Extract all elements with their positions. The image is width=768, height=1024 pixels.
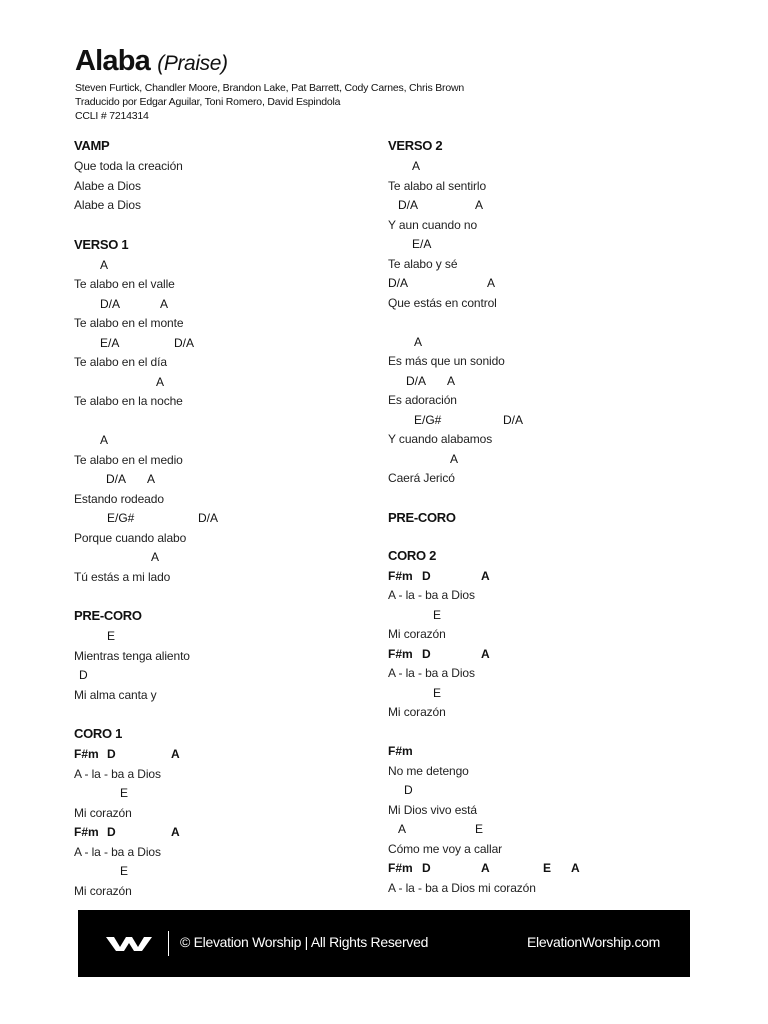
chord: A xyxy=(100,257,109,272)
song-subtitle: (Praise) xyxy=(157,52,228,75)
song-section xyxy=(74,137,374,216)
lyric-line: Que estás en control xyxy=(388,295,497,310)
chord: F#m xyxy=(74,747,99,761)
chord: A xyxy=(156,374,165,389)
section-title: PRE-CORO xyxy=(74,608,142,623)
lyric-line: Mi corazón xyxy=(388,627,446,641)
chord: A xyxy=(160,296,169,311)
song-section xyxy=(74,725,374,901)
chord: A xyxy=(100,433,109,447)
chord: D/A xyxy=(198,511,219,525)
lyric-line: Te alabo al sentirlo xyxy=(388,178,487,193)
chord: D xyxy=(79,668,88,682)
chord: A xyxy=(398,822,407,836)
chord: E xyxy=(543,861,552,875)
lyric-line: Cómo me voy a callar xyxy=(388,841,503,856)
song-authors: Steven Furtick, Chandler Moore, Brandon Lake, Pat Barrett, Cody Carnes, Chris Brown xyxy=(75,82,464,94)
song-section xyxy=(74,607,374,705)
chord: D/A xyxy=(100,296,121,311)
lyric-line: A - la - ba a Dios xyxy=(388,666,475,680)
lyric-line: Tú estás a mi lado xyxy=(74,569,171,584)
chord-row xyxy=(74,548,374,568)
lyric-line: Mi corazón xyxy=(74,805,132,820)
chord: A xyxy=(447,373,456,388)
lyric-line: Te alabo en la noche xyxy=(74,394,183,408)
footer-bar xyxy=(78,910,690,977)
chord: A xyxy=(475,198,484,212)
chord: A xyxy=(151,550,160,564)
chord-row xyxy=(388,742,688,762)
chord: E xyxy=(433,607,442,622)
song-section xyxy=(74,236,374,588)
lyric-line: Y cuando alabamos xyxy=(388,432,493,446)
section-title: CORO 2 xyxy=(388,547,437,563)
left-column xyxy=(74,137,374,921)
chord: D/A xyxy=(174,335,195,350)
chord-row xyxy=(388,372,688,392)
chord-row xyxy=(388,333,688,353)
chord: A xyxy=(414,334,423,349)
chord-row xyxy=(74,784,374,804)
chord: A xyxy=(147,472,156,486)
chord-row xyxy=(388,820,688,840)
chord: F#m xyxy=(388,646,413,661)
song-section xyxy=(388,509,688,527)
chord: E xyxy=(107,629,116,643)
lyric-line: Estando rodeado xyxy=(74,491,164,506)
chord: E/A xyxy=(412,237,432,251)
lyric-line: Mi alma canta y xyxy=(74,687,157,702)
chord: A xyxy=(487,276,496,290)
song-title: Alaba xyxy=(75,45,150,77)
chord: A xyxy=(412,159,421,173)
elevation-logo-icon xyxy=(106,934,156,957)
chord-row xyxy=(74,470,374,490)
chord-row xyxy=(388,781,688,801)
lyric-line: A - la - ba a Dios xyxy=(74,766,161,781)
chord: A xyxy=(481,861,490,875)
lyric-line: Te alabo en el monte xyxy=(74,316,184,330)
chord: F#m xyxy=(388,744,413,758)
section-title: VAMP xyxy=(74,138,110,153)
lyric-line: Es más que un sonido xyxy=(388,354,505,368)
chord-row xyxy=(74,627,374,647)
chord: E xyxy=(475,822,484,836)
section-title: PRE-CORO xyxy=(388,509,456,525)
lyric-line: Alabe a Dios xyxy=(74,178,141,193)
chord-row xyxy=(388,411,688,431)
right-column xyxy=(388,137,688,918)
chord: E/G# xyxy=(107,511,135,525)
chord: D xyxy=(422,568,431,583)
chord: D/A xyxy=(388,276,409,290)
lyric-line: Te alabo en el valle xyxy=(74,277,175,291)
chord-row xyxy=(388,684,688,704)
lyric-line: Es adoración xyxy=(388,393,457,407)
chord: F#m xyxy=(74,825,99,839)
chord: D xyxy=(422,646,431,661)
chord: D xyxy=(107,747,116,761)
chord: D xyxy=(422,861,431,875)
chord: A xyxy=(171,825,180,839)
chord-row xyxy=(74,373,374,393)
chord: A xyxy=(481,646,490,661)
lyric-line: Porque cuando alabo xyxy=(74,530,187,545)
lyric-line: Y aun cuando no xyxy=(388,217,478,232)
lyric-line: Mi corazón xyxy=(74,883,132,898)
section-title: VERSO 1 xyxy=(74,236,129,252)
chord: E/A xyxy=(100,335,120,350)
chord-row xyxy=(388,645,688,665)
section-title: CORO 1 xyxy=(74,726,123,741)
chord-row xyxy=(74,666,374,686)
chord-row xyxy=(74,862,374,882)
lyric-line: Te alabo en el día xyxy=(74,355,167,369)
copyright-text: © Elevation Worship | All Rights Reserved xyxy=(180,934,429,950)
chord: A xyxy=(171,747,180,761)
website-link[interactable]: ElevationWorship.com xyxy=(526,934,660,950)
chord-row xyxy=(388,274,688,294)
chord-row xyxy=(74,745,374,765)
lyric-line: Que toda la creación xyxy=(74,159,183,173)
song-ccli: CCLI # 7214314 xyxy=(75,110,149,122)
chord: E xyxy=(120,864,129,878)
chord: D/A xyxy=(503,412,524,427)
chord: A xyxy=(481,568,490,583)
song-header xyxy=(75,44,464,123)
chord: A xyxy=(450,451,459,466)
chord-row xyxy=(74,509,374,529)
lyric-line: Caerá Jericó xyxy=(388,471,455,485)
chord-row xyxy=(388,157,688,177)
chord: E xyxy=(433,685,442,700)
lyric-line: No me detengo xyxy=(388,763,469,778)
chord-row xyxy=(74,334,374,354)
chord: E xyxy=(120,786,129,800)
chord: D/A xyxy=(406,373,427,388)
chord-row xyxy=(388,567,688,587)
song-translators: Traducido por Edgar Aguilar, Toni Romero, David Espindola xyxy=(75,96,341,108)
spacer xyxy=(74,412,374,432)
chord: F#m xyxy=(388,568,413,583)
lyric-line: Mi Dios vivo está xyxy=(388,802,477,817)
chord: D/A xyxy=(106,472,127,486)
lyric-line: Te alabo y sé xyxy=(388,256,458,271)
lyric-line: Te alabo en el medio xyxy=(74,452,183,467)
song-title-line xyxy=(75,44,464,81)
lyric-line: Alabe a Dios xyxy=(74,198,141,212)
chord: A xyxy=(571,861,580,875)
chord-row xyxy=(388,450,688,470)
chord: D xyxy=(404,783,413,797)
chord-row xyxy=(388,235,688,255)
chord: E/G# xyxy=(414,412,442,427)
chord-row xyxy=(74,431,374,451)
footer-separator xyxy=(168,931,169,956)
spacer xyxy=(388,723,688,743)
song-section xyxy=(388,547,688,899)
section-title: VERSO 2 xyxy=(388,138,443,153)
chord: D xyxy=(107,825,116,839)
lyric-line: Mi corazón xyxy=(388,705,446,719)
chord-row xyxy=(388,859,688,879)
chord-row xyxy=(388,606,688,626)
chord: D/A xyxy=(398,198,419,212)
chord-row xyxy=(74,823,374,843)
spacer xyxy=(388,313,688,333)
chord: F#m xyxy=(388,861,413,875)
lyric-line: A - la - ba a Dios xyxy=(388,588,475,602)
chord-row xyxy=(388,196,688,216)
lyric-line: A - la - ba a Dios xyxy=(74,844,161,859)
lyric-line: A - la - ba a Dios mi corazón xyxy=(388,880,536,895)
song-section xyxy=(388,137,688,489)
chord-row xyxy=(74,295,374,315)
chord-row xyxy=(74,256,374,276)
lyric-line: Mientras tenga aliento xyxy=(74,648,190,663)
